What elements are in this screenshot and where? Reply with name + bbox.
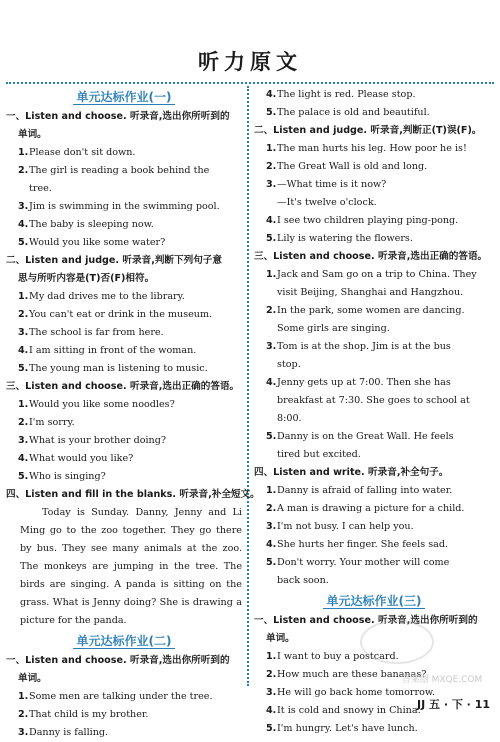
item-list (254, 86, 494, 122)
item-number: 3. (266, 341, 277, 352)
item-text-continued: tired but excited. (277, 449, 361, 460)
item-text: The light is red. Please stop. (277, 89, 416, 100)
list-item (254, 482, 494, 500)
left-column (6, 86, 260, 742)
section-heading: 四、Listen and fill in the blanks. 听录音,补全短文。 (6, 489, 260, 500)
list-item (254, 140, 494, 158)
list-item (254, 374, 494, 392)
item-number: 4. (18, 345, 29, 356)
unit-heading-2: 单元达标作业(二) (6, 630, 242, 652)
item-text: Danny is afraid of falling into water. (277, 485, 453, 496)
top-divider (6, 82, 494, 84)
item-number: 1. (266, 651, 277, 662)
item-text: What would you like? (29, 453, 134, 464)
item-text-continued: stop. (277, 359, 301, 370)
section-subheading: 单词。 (18, 129, 47, 140)
unit-heading-1: 单元达标作业(一) (6, 86, 242, 108)
list-item (6, 396, 242, 414)
list-item (254, 338, 494, 356)
item-number: 4. (18, 219, 29, 230)
column-divider (247, 86, 249, 686)
item-text: He will go back home tomorrow. (277, 687, 435, 698)
list-item (254, 428, 494, 446)
item-number: 5. (266, 107, 277, 118)
item-list (6, 396, 242, 486)
item-list (254, 266, 494, 464)
item-text: You can't eat or drink in the museum. (29, 309, 213, 320)
list-item (6, 724, 242, 742)
item-text: Would you like some noodles? (29, 399, 175, 410)
item-text: The school is far from here. (29, 327, 164, 338)
list-item (254, 500, 494, 518)
item-number: 3. (266, 179, 277, 190)
item-list (6, 688, 242, 742)
item-text-continued: back soon. (277, 575, 329, 586)
list-item (254, 86, 494, 104)
list-item (6, 706, 242, 724)
list-item (254, 554, 494, 572)
list-item (6, 306, 242, 324)
list-item (6, 450, 242, 468)
item-text: Tom is at the shop. Jim is at the bus (277, 341, 451, 352)
list-item (6, 468, 242, 486)
watermark-stamp (360, 620, 434, 664)
list-item (6, 324, 242, 342)
item-number: 3. (18, 727, 29, 738)
item-text: The girl is reading a book behind the (29, 165, 210, 176)
item-text: How much are these bananas? (277, 669, 427, 680)
item-text: My dad drives me to the library. (29, 291, 185, 302)
item-text: I'm sorry. (29, 417, 75, 428)
list-item (6, 288, 242, 306)
list-item (254, 158, 494, 176)
item-text: Jack and Sam go on a trip to China. They (277, 269, 477, 280)
item-text-continued: tree. (29, 183, 52, 194)
list-item (6, 234, 242, 252)
page-footer: JJ 五 · 下 · 11 (417, 698, 490, 711)
list-item (6, 432, 242, 450)
section-subheading: 思与所听内容是(T)否(F)相符。 (18, 273, 155, 284)
item-text-continued: visit Beijing, Shanghai and Hangzhou. (277, 287, 464, 298)
section-subheading: 单词。 (18, 673, 47, 684)
item-number: 3. (266, 687, 277, 698)
item-number: 2. (18, 309, 29, 320)
item-number: 5. (266, 723, 277, 734)
section-subheading: 单词。 (266, 633, 295, 644)
section-heading: 三、Listen and choose. 听录音,选出正确的答语。 (6, 381, 240, 392)
item-number: 4. (18, 453, 29, 464)
item-text-continued: breakfast at 7:30. She goes to school at (277, 395, 470, 406)
section-heading: 一、Listen and choose. 听录音,选出你所听到的 (254, 615, 478, 626)
list-item (6, 144, 242, 162)
list-item (254, 720, 494, 738)
item-text: Please don't sit down. (29, 147, 136, 158)
item-text: The palace is old and beautiful. (277, 107, 430, 118)
list-item (254, 266, 494, 284)
watermark: 答案圈 MXQE.COM (401, 675, 483, 685)
item-number: 5. (18, 363, 29, 374)
passage: Today is Sunday. Danny, Jenny and Li Ming go to the zoo together. They go there by bus. They see many animals at the zoo. The monkeys are jumping in the tree. The birds are singing. A panda is sitting on the grass. What is Jenny doing? She is drawing a picture for the panda. (20, 507, 242, 626)
item-number: 1. (18, 291, 29, 302)
item-number: 1. (266, 269, 277, 280)
item-number: 5. (266, 431, 277, 442)
item-number: 4. (266, 539, 277, 550)
item-number: 1. (18, 399, 29, 410)
item-text: —What time is it now? (277, 179, 387, 190)
section-heading: 三、Listen and choose. 听录音,选出正确的答语。 (254, 251, 488, 262)
list-item (254, 176, 494, 194)
item-text: She hurts her finger. She feels sad. (277, 539, 449, 550)
item-text: Jim is swimming in the swimming pool. (29, 201, 220, 212)
item-number: 5. (266, 233, 277, 244)
section-heading: 四、Listen and write. 听录音,补全句子。 (254, 467, 449, 478)
item-number: 2. (266, 503, 277, 514)
item-list (6, 288, 242, 378)
item-text: It is cold and snowy in China. (277, 705, 421, 716)
item-number: 3. (266, 521, 277, 532)
item-text: I am sitting in front of the woman. (29, 345, 197, 356)
item-text: I want to buy a postcard. (277, 651, 399, 662)
item-text: The man hurts his leg. How poor he is! (277, 143, 467, 154)
item-number: 2. (266, 669, 277, 680)
list-item (6, 342, 242, 360)
list-item (6, 216, 242, 234)
item-text: A man is drawing a picture for a child. (277, 503, 465, 514)
item-number: 3. (18, 327, 29, 338)
item-text: The Great Wall is old and long. (277, 161, 428, 172)
item-number: 5. (18, 471, 29, 482)
unit-heading-3: 单元达标作业(三) (254, 590, 494, 612)
item-number: 2. (266, 305, 277, 316)
item-list (254, 482, 494, 590)
list-item (6, 414, 242, 432)
item-text: Would you like some water? (29, 237, 166, 248)
item-text: Danny is falling. (29, 727, 109, 738)
item-text: Danny is on the Great Wall. He feels (277, 431, 454, 442)
item-number: 1. (18, 147, 29, 158)
list-item (6, 198, 242, 216)
list-item (254, 536, 494, 554)
item-text: The baby is sleeping now. (29, 219, 154, 230)
item-text: The young man is listening to music. (29, 363, 208, 374)
item-text: Lily is watering the flowers. (277, 233, 413, 244)
item-list (6, 144, 242, 252)
item-number: 3. (18, 435, 29, 446)
item-number: 1. (266, 143, 277, 154)
list-item (254, 302, 494, 320)
item-text-continued: —It's twelve o'clock. (277, 197, 377, 208)
item-text: Don't worry. Your mother will come (277, 557, 450, 568)
item-text: Some men are talking under the tree. (29, 691, 213, 702)
item-number: 4. (266, 705, 277, 716)
item-text: What is your brother doing? (29, 435, 167, 446)
item-number: 2. (18, 709, 29, 720)
item-number: 4. (266, 377, 277, 388)
list-item (254, 230, 494, 248)
list-item (254, 518, 494, 536)
item-text: I see two children playing ping-pong. (277, 215, 459, 226)
list-item (6, 162, 242, 180)
page-title: 听力原文 (198, 50, 302, 74)
list-item (254, 212, 494, 230)
item-list (254, 140, 494, 248)
item-number: 5. (18, 237, 29, 248)
list-item (6, 360, 242, 378)
list-item (254, 104, 494, 122)
item-text-continued: 8:00. (277, 413, 302, 424)
item-text: That child is my brother. (29, 709, 149, 720)
item-number: 2. (266, 161, 277, 172)
section-heading: 二、Listen and judge. 听录音,判断正(T)误(F)。 (254, 125, 482, 136)
item-number: 1. (18, 691, 29, 702)
item-number: 4. (266, 215, 277, 226)
item-number: 5. (266, 557, 277, 568)
item-text: I'm hungry. Let's have lunch. (277, 723, 418, 734)
item-number: 3. (18, 201, 29, 212)
section-heading: 二、Listen and judge. 听录音,判断下列句子意 (6, 255, 222, 266)
item-text-continued: Some girls are singing. (277, 323, 390, 334)
item-text: Jenny gets up at 7:00. Then she has (277, 377, 451, 388)
item-text: In the park, some women are dancing. (277, 305, 465, 316)
item-text: Who is singing? (29, 471, 106, 482)
section-heading: 一、Listen and choose. 听录音,选出你所听到的 (6, 655, 230, 666)
list-item (6, 688, 242, 706)
item-text: I'm not busy. I can help you. (277, 521, 414, 532)
item-number: 1. (266, 485, 277, 496)
item-number: 2. (18, 417, 29, 428)
item-number: 2. (18, 165, 29, 176)
item-number: 4. (266, 89, 277, 100)
section-heading: 一、Listen and choose. 听录音,选出你所听到的 (6, 111, 230, 122)
